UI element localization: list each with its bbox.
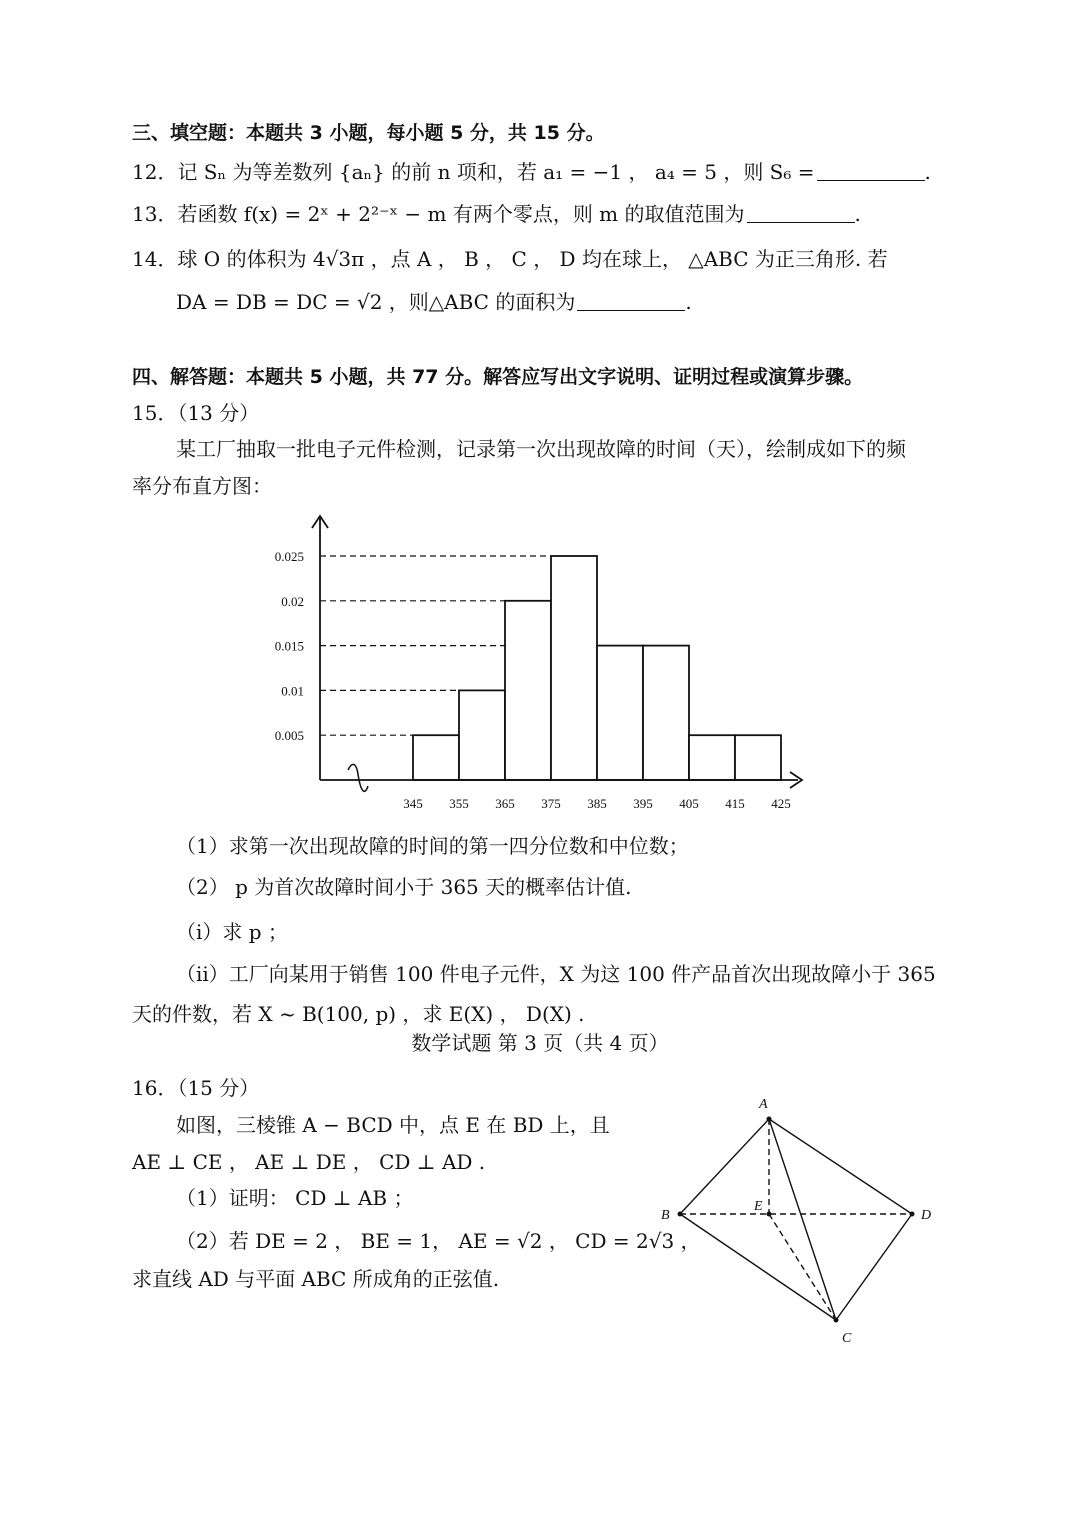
histogram-bar-6	[643, 646, 689, 780]
section-4-heading: 四、解答题：本题共 5 小题，共 77 分。解答应写出文字说明、证明过程或演算步骤。	[132, 366, 864, 388]
histogram-bar-1	[413, 735, 459, 780]
question-13: 13．若函数 f(x) = 2ˣ + 2²⁻ˣ − m 有两个零点，则 m 的取值范围为 .	[132, 202, 861, 226]
question-13-text: 若函数 f(x) = 2ˣ + 2²⁻ˣ − m 有两个零点，则 m 的取值范围为	[177, 202, 745, 226]
point-a	[767, 1117, 772, 1122]
question-12-number: 12．	[132, 160, 178, 184]
question-12: 12．记 Sₙ 为等差数列 {aₙ} 的前 n 项和，若 a₁ = −1 ， a₄ = 5 ，则 S₆ = .	[132, 160, 931, 184]
question-15-intro-2: 率分布直方图：	[132, 474, 272, 498]
question-16-line-1: 如图，三棱锥 A − BCD 中，点 E 在 BD 上，且	[176, 1113, 610, 1137]
edge-bc	[680, 1214, 836, 1320]
label-d: D	[921, 1208, 932, 1223]
x-tick-label-395: 395	[633, 796, 653, 811]
y-tick-label-0.025: 0.025	[274, 549, 304, 564]
x-tick-label-425: 425	[771, 796, 791, 811]
label-e: E	[754, 1199, 763, 1214]
tetrahedron-diagram	[650, 1090, 940, 1350]
label-a: A	[759, 1097, 768, 1112]
question-15-part-2: （2） p 为首次故障时间小于 365 天的概率估计值.	[176, 875, 632, 899]
page-footer: 数学试题 第 3 页（共 4 页）	[411, 1031, 669, 1055]
question-14-answer-blank[interactable]	[577, 290, 685, 311]
frequency-histogram	[250, 510, 820, 820]
x-tick-label-385: 385	[587, 796, 607, 811]
x-tick-label-375: 375	[541, 796, 561, 811]
question-13-number: 13．	[132, 202, 178, 226]
edge-ad	[769, 1119, 912, 1214]
point-d	[910, 1212, 915, 1217]
section-3-heading: 三、填空题：本题共 3 小题，每小题 5 分，共 15 分。	[132, 122, 605, 144]
point-b	[678, 1212, 683, 1217]
question-14-line-1	[132, 244, 888, 274]
x-tick-label-405: 405	[679, 796, 699, 811]
question-12-answer-blank[interactable]	[817, 160, 925, 181]
question-15-part-2-ii-1: （ii）工厂向某用于销售 100 件电子元件，X 为这 100 件产品首次出现故障小于 365	[176, 962, 936, 986]
histogram-bar-3	[505, 601, 551, 780]
x-tick-label-355: 355	[449, 796, 469, 811]
x-tick-label-365: 365	[495, 796, 515, 811]
question-14-line-2: DA = DB = DC = √2 ，则△ABC 的面积为 .	[176, 290, 692, 314]
edge-ac	[769, 1119, 836, 1320]
label-c: C	[842, 1331, 852, 1346]
question-15-part-2-i: （i）求 p ；	[176, 920, 288, 944]
histogram-bar-8	[735, 735, 781, 780]
edge-cd	[836, 1214, 912, 1320]
question-16-part-1: （1）证明： CD ⊥ AB ；	[176, 1186, 414, 1210]
point-c	[834, 1318, 839, 1323]
y-tick-label-0.015: 0.015	[274, 638, 304, 654]
question-14-text-1: 球 O 的体积为 4√3π ，点 A ， B ， C ， D 均在球上， △ABC 为正三角形. 若	[177, 247, 888, 271]
question-16-part-2: （2）若 DE = 2 ， BE = 1， AE = √2 ， CD = 2√3 ，	[176, 1229, 701, 1253]
question-14-text-2: DA = DB = DC = √2 ，则△ABC 的面积为	[176, 290, 576, 314]
question-15-part-1: （1）求第一次出现故障的时间的第一四分位数和中位数；	[176, 834, 689, 858]
axis-break-symbol	[348, 764, 368, 791]
question-16-line-2: AE ⊥ CE ， AE ⊥ DE ， CD ⊥ AD .	[132, 1150, 486, 1174]
histogram-bar-2	[459, 690, 505, 780]
question-12-text: 记 Sₙ 为等差数列 {aₙ} 的前 n 项和，若 a₁ = −1 ， a₄ = 5 ，则 S₆ =	[177, 160, 815, 184]
label-b: B	[661, 1208, 670, 1223]
question-14-number: 14．	[132, 247, 178, 271]
y-tick-label-0.01: 0.01	[281, 683, 304, 699]
question-13-answer-blank[interactable]	[747, 202, 855, 223]
histogram-bar-5	[597, 646, 643, 780]
histogram-bar-7	[689, 735, 735, 780]
question-15-number: 15．（13 分）	[132, 401, 260, 425]
y-tick-label-0.005: 0.005	[274, 728, 304, 744]
point-e	[767, 1212, 772, 1217]
y-tick-label-0.02: 0.02	[281, 593, 304, 609]
x-tick-label-345: 345	[403, 796, 423, 811]
histogram-bar-4	[551, 556, 597, 780]
question-15-intro-1: 某工厂抽取一批电子元件检测，记录第一次出现故障的时间（天），绘制成如下的频	[176, 437, 906, 461]
question-16-number: 16．（15 分）	[132, 1076, 260, 1100]
question-15-part-2-ii-2: 天的件数，若 X ~ B(100, p) ，求 E(X) ， D(X) .	[132, 1002, 585, 1026]
x-tick-label-415: 415	[725, 796, 745, 811]
question-16-part-2b: 求直线 AD 与平面 ABC 所成角的正弦值.	[132, 1267, 500, 1291]
segment-ce	[769, 1214, 836, 1320]
